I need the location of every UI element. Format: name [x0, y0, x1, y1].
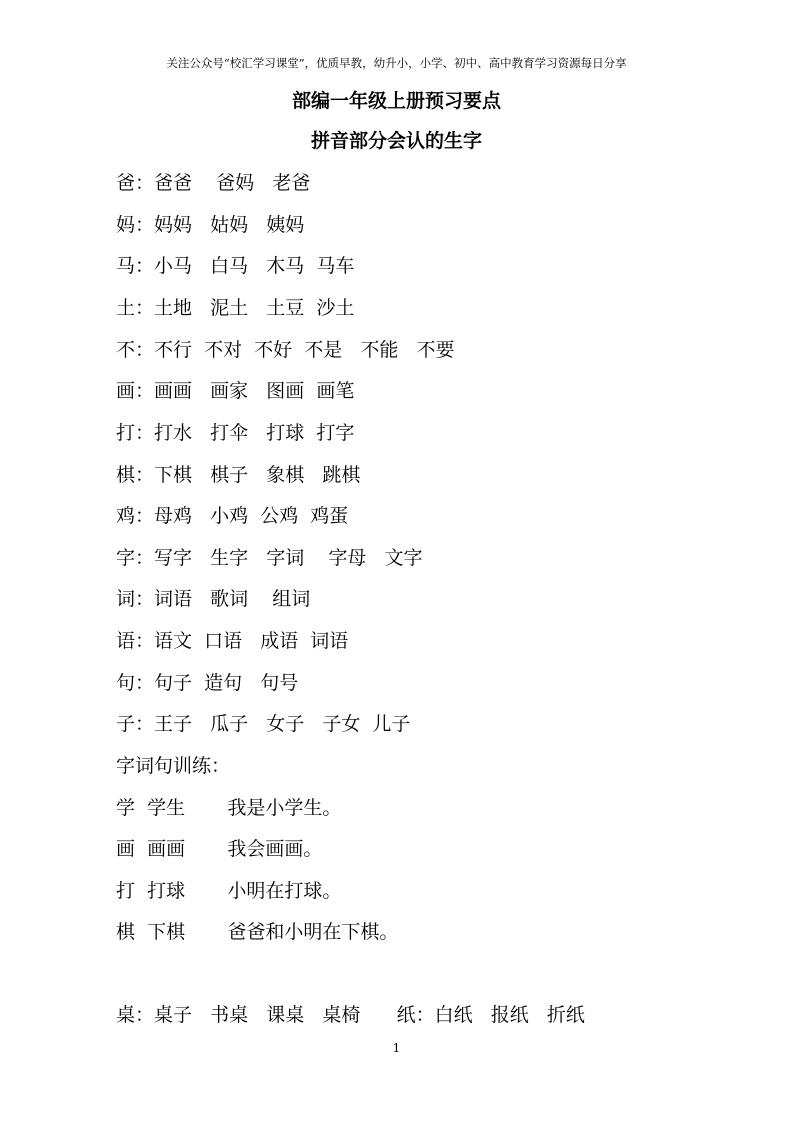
word-line: 子：王子 瓜子 女子 子女 儿子 [116, 713, 411, 735]
word-line: 不：不行 不对 不好 不是 不能 不要 [116, 339, 455, 361]
word-line: 句：句子 造句 句号 [116, 672, 299, 694]
word-line: 棋：下棋 棋子 象棋 跳棋 [116, 464, 361, 486]
page-subtitle: 拼音部分会认的生字 [310, 130, 482, 152]
word-line: 词：词语 歌词 组词 [116, 588, 311, 610]
word-line: 鸡：母鸡 小鸡 公鸡 鸡蛋 [116, 505, 349, 527]
sentence-line: 学 学生 我是小学生。 [116, 797, 342, 819]
word-line: 语：语文 口语 成语 词语 [116, 630, 349, 652]
page-title: 部编一年级上册预习要点 [291, 90, 501, 112]
word-line: 土：土地 泥土 土豆 沙土 [116, 297, 355, 319]
word-line: 画：画画 画家 图画 画笔 [116, 380, 355, 402]
section-heading: 字词句训练： [116, 755, 231, 777]
word-line: 爸：爸爸 爸妈 老爸 [116, 172, 311, 194]
word-line: 打：打水 打伞 打球 打字 [116, 422, 355, 444]
sentence-line: 打 打球 小明在打球。 [116, 880, 342, 902]
page-header: 关注公众号“校汇学习课堂”，优质早教，幼升小，小学、初中、高中教育学习资源每日分享 [166, 56, 627, 70]
word-line: 马：小马 白马 木马 马车 [116, 255, 355, 277]
sentence-line: 画 画画 我会画画。 [116, 838, 323, 860]
word-line: 妈：妈妈 姑妈 姨妈 [116, 214, 305, 236]
word-line: 桌：桌子 书桌 课桌 桌椅 纸：白纸 报纸 折纸 [116, 1004, 585, 1026]
word-line: 字：写字 生字 字词 字母 文字 [116, 547, 423, 569]
page-number: 1 [392, 1041, 401, 1055]
sentence-line: 棋 下棋 爸爸和小明在下棋。 [116, 921, 399, 943]
